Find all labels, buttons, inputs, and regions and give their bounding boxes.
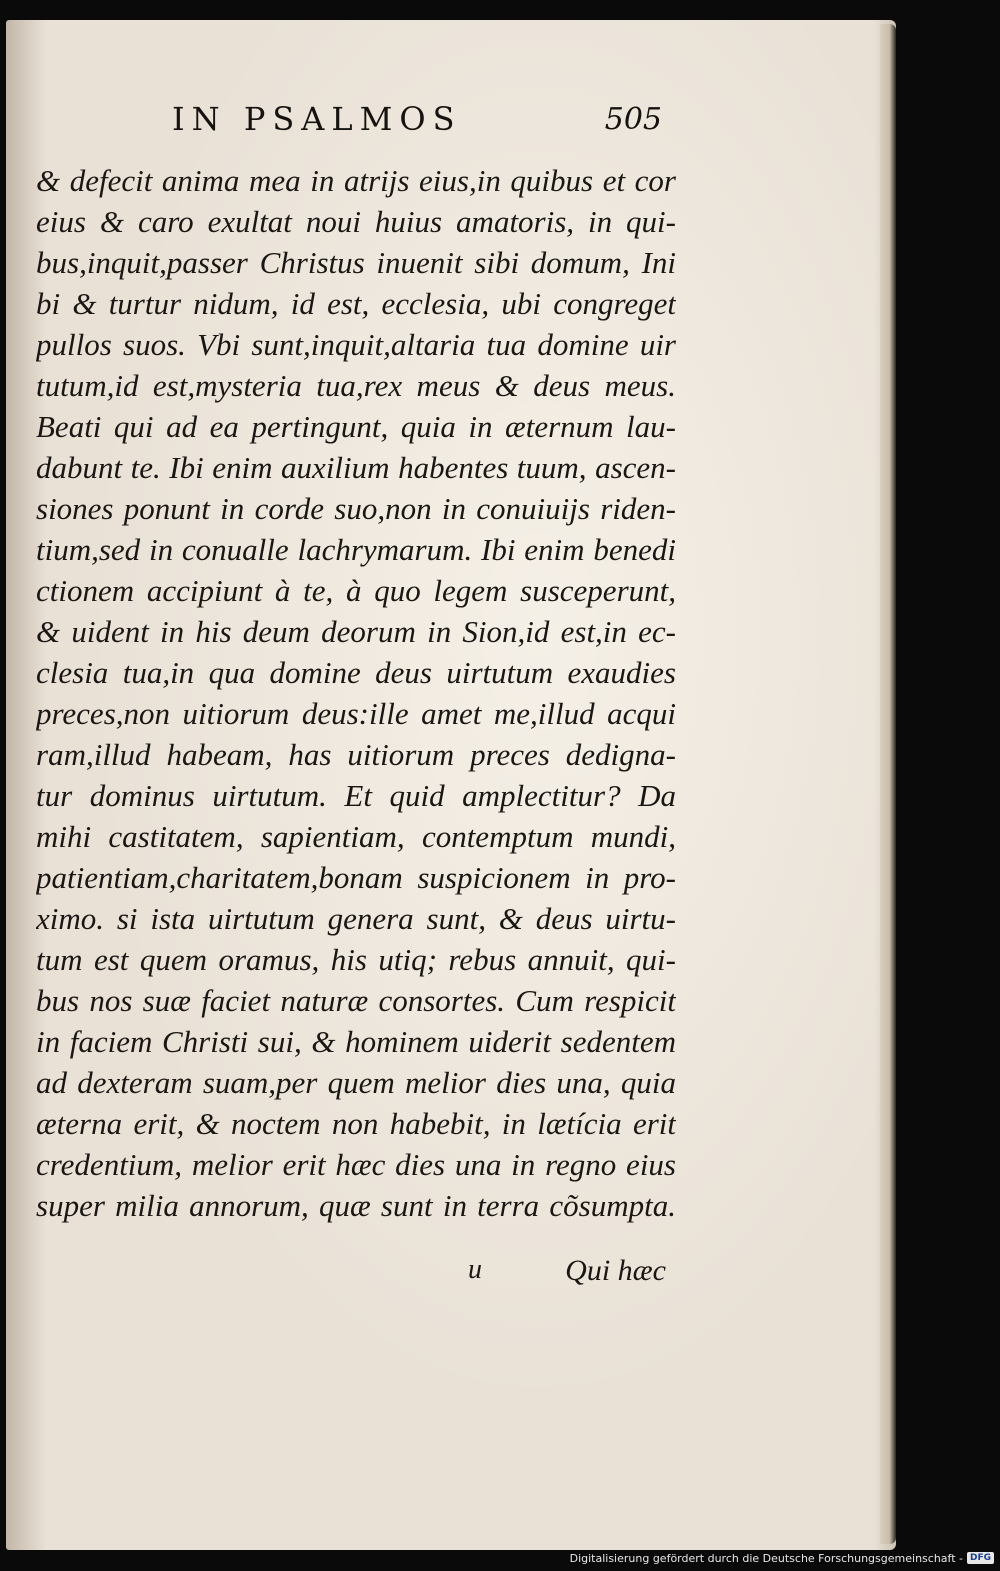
text-line: ram,illud habeam, has uitiorum preces dedigna- [36, 737, 676, 772]
text-line: tum est quem oramus, his utiq; rebus annuit, qui- [36, 942, 676, 977]
text-line: clesia tua,in qua domine deus uirtutum exaudies [36, 655, 676, 690]
text-line: eius & caro exultat noui huius amatoris, in qui- [36, 204, 676, 239]
text-line: bus nos suæ faciet naturæ consortes. Cum respicit [36, 983, 676, 1018]
text-line: & uident in his deum deorum in Sion,id est,in ec- [36, 614, 676, 649]
text-line: Beati qui ad ea pertingunt, quia in æternum lau- [36, 409, 676, 444]
text-line: pullos suos. Vbi sunt,inquit,altaria tua domine uir [36, 327, 676, 362]
text-line: tutum,id est,mysteria tua,rex meus & deus meus. [36, 368, 676, 403]
body-text [36, 160, 676, 1226]
catchline [36, 1254, 666, 1294]
text-line: preces,non uitiorum deus:ille amet me,illud acqui [36, 696, 676, 731]
text-line: siones ponunt in corde suo,non in conuiuijs riden- [36, 491, 676, 526]
dfg-logo: DFG [967, 1552, 994, 1564]
text-line: ximo. si ista uirtutum genera sunt, & deus uirtu- [36, 901, 676, 936]
signature-mark: u [468, 1254, 482, 1285]
funding-credit-text: Digitalisierung gefördert durch die Deutsche Forschungsgemeinschaft - [569, 1551, 963, 1565]
text-line: ad dexteram suam,per quem melior dies una, quia [36, 1065, 676, 1100]
text-line: bus,inquit,passer Christus inuenit sibi domum, Ini [36, 245, 676, 280]
text-line: mihi castitatem, sapientiam, contemptum mundi, [36, 819, 676, 854]
catchword: Qui hæc [565, 1254, 666, 1287]
page-number: 505 [604, 102, 662, 137]
text-line: & defecit anima mea in atrijs eius,in quibus et cor [36, 163, 676, 198]
text-line: tium,sed in conualle lachrymarum. Ibi enim benedi [36, 532, 676, 567]
text-line: ctionem accipiunt à te, à quo legem susceperunt, [36, 573, 676, 608]
text-line: æterna erit, & noctem non habebit, in lætícia erit [36, 1106, 676, 1141]
text-line: patientiam,charitatem,bonam suspicionem in pro- [36, 860, 676, 895]
text-line: super milia annorum, quæ sunt in terra cõsumpta. [36, 1188, 676, 1223]
text-line: dabunt te. Ibi enim auxilium habentes tuum, ascen- [36, 450, 676, 485]
running-head [172, 100, 662, 146]
text-line: credentium, melior erit hæc dies una in regno eius [36, 1147, 676, 1182]
running-title: IN PSALMOS [172, 100, 462, 138]
text-line: bi & turtur nidum, id est, ecclesia, ubi congreget [36, 286, 676, 321]
text-line: in faciem Christi sui, & hominem uiderit sedentem [36, 1024, 676, 1059]
text-line: tur dominus uirtutum. Et quid amplectitur? Da [36, 778, 676, 813]
funding-credit [570, 1549, 994, 1567]
page-edge [880, 24, 896, 1544]
